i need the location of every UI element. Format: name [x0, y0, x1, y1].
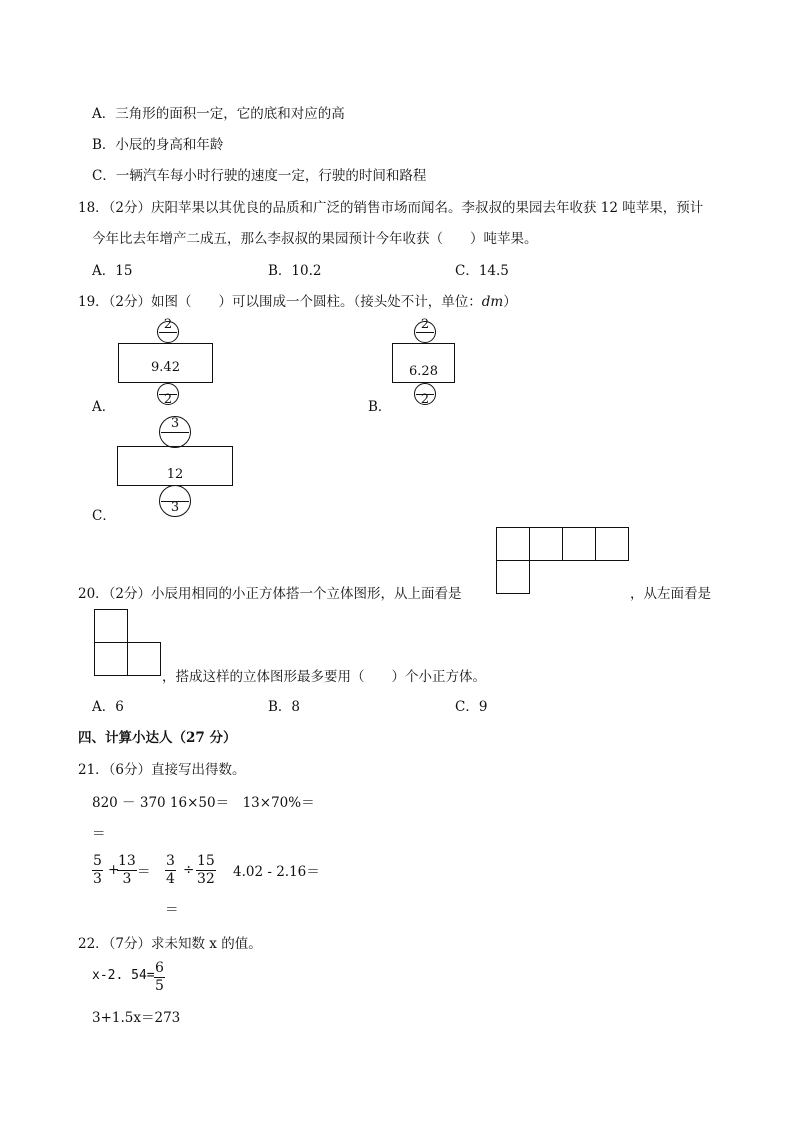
- q21-row1: 820 － 370 16×50＝ 13×70%＝: [92, 795, 315, 811]
- q17-option-a: A．三角形的面积一定，它的底和对应的高: [92, 106, 345, 122]
- q21-plus: +: [108, 862, 120, 878]
- q21-row2-equals: ＝: [165, 902, 179, 918]
- q18-option-c: C．14.5: [455, 263, 509, 279]
- q19-option-c: C．: [92, 508, 116, 524]
- q17-option-b: B．小辰的身高和年龄: [92, 137, 224, 153]
- q19-option-b: B．: [368, 399, 392, 415]
- q21-fraction-3: 3 4: [166, 853, 175, 887]
- q21-row1-equals: ＝: [92, 826, 106, 842]
- label-bottom-b: 2: [420, 392, 430, 407]
- q18-option-b: B．10.2: [268, 263, 322, 279]
- q19-stem: 19．（2分）如图（ ）可以围成一个圆柱。（接头处不计，单位：dm）: [78, 294, 517, 310]
- label-rect-a: 9.42: [151, 360, 180, 375]
- label-top-b: 2: [420, 317, 430, 332]
- q21-fraction-2: 13 3: [118, 853, 136, 887]
- q20-option-b: B．8: [268, 699, 301, 715]
- q21-equals-1: ＝: [137, 864, 151, 880]
- q19-unit: dm: [481, 294, 504, 310]
- section-title: 四、计算小达人（27 分）: [78, 730, 237, 746]
- label-top-c: 3: [170, 416, 180, 431]
- label-rect-c: 12: [166, 467, 184, 482]
- q22-stem: 22．（7分）求未知数 x 的值。: [78, 936, 262, 952]
- q20-stem-a: 20．（2分）小辰用相同的小正方体搭一个立体图形，从上面看是: [78, 586, 462, 602]
- label-rect-b: 6.28: [409, 364, 438, 379]
- q22-equation-1-left: x-2. 54=: [92, 968, 155, 983]
- label-bottom-a: 2: [163, 392, 173, 407]
- q20-option-a: A．6: [92, 699, 124, 715]
- q21-divide: ÷: [183, 862, 195, 878]
- q21-stem: 21．（6分）直接写出得数。: [78, 762, 246, 778]
- q20-stem-b: ，从左面看是: [630, 586, 711, 602]
- q22-equation-1-fraction: 6 5: [155, 960, 164, 994]
- q21-expression-3: 4.02 - 2.16＝: [233, 864, 320, 880]
- q21-fraction-1: 5 3: [93, 853, 102, 887]
- q17-option-c: C．一辆汽车每小时行驶的速度一定，行驶的时间和路程: [92, 168, 427, 184]
- q21-fraction-4: 15 32: [197, 853, 215, 887]
- label-bottom-c: 3: [170, 500, 180, 515]
- label-top-a: 2: [163, 317, 173, 332]
- q19-option-a: A．: [92, 399, 116, 415]
- q18-option-a: A．15: [92, 263, 133, 279]
- q20-stem-c: ，搭成这样的立体图形最多要用（ ）个小正方体。: [162, 669, 486, 685]
- q22-equation-2: 3+1.5x＝273: [92, 1010, 181, 1026]
- q18-stem-line2: 今年比去年增产二成五，那么李叔叔的果园预计今年收获（ ）吨苹果。: [92, 231, 538, 247]
- q18-stem-line1: 18．（2分）庆阳苹果以其优良的品质和广泛的销售市场而闻名。李叔叔的果园去年收获 12 吨苹果，预计: [78, 200, 704, 216]
- q20-option-c: C．9: [455, 699, 488, 715]
